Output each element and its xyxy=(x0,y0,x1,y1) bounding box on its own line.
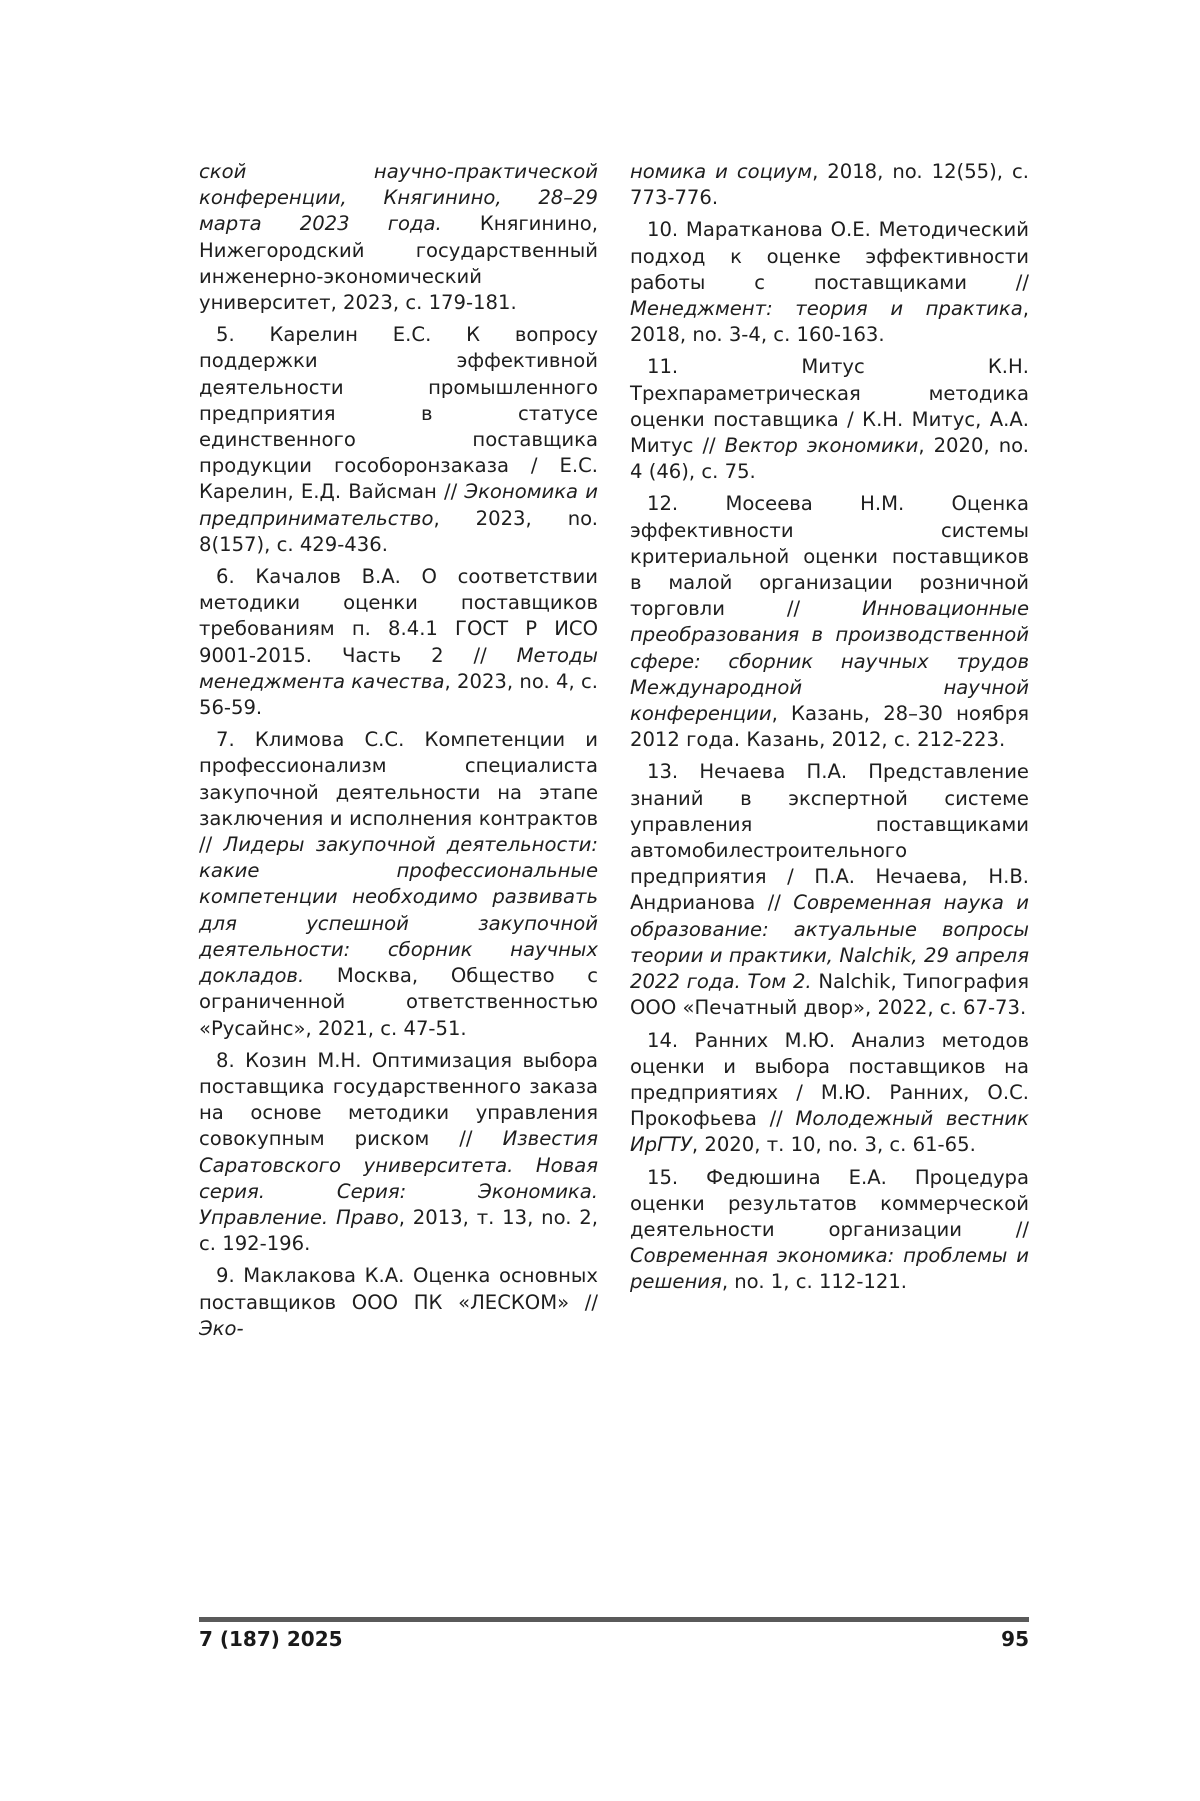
reference-source-title: Современная экономика: проблемы и решения xyxy=(630,1244,1029,1294)
references-left-column xyxy=(199,159,598,1348)
reference-source-title: Инновационные преобразования в производственной сфере: сборник научных трудов Международной научной конференции xyxy=(630,597,1029,726)
reference-text: , 2020, no. 4 (46), с. 75. xyxy=(630,434,1029,484)
reference-item xyxy=(630,1028,1029,1159)
reference-source-title: номика и социум xyxy=(630,160,813,183)
reference-text: 5. Карелин Е.С. К вопросу поддержки эффективной деятельности промышленного предприятия в статусе единственного поставщика продукции гособоронзаказа / Е.С. Карелин, Е.Д. Вайсман // xyxy=(199,323,598,504)
reference-source-title: Экономика и предпринимательство xyxy=(199,480,598,530)
references-right-column xyxy=(630,159,1029,1302)
reference-text: Москва, Общество с ограниченной ответственностью «Русайнс», 2021, с. 47-51. xyxy=(199,964,598,1040)
footer-divider xyxy=(199,1617,1029,1622)
reference-item xyxy=(630,217,1029,348)
reference-item xyxy=(199,322,598,558)
reference-text: , 2018, no. 12(55), с. 773-776. xyxy=(630,160,1029,210)
reference-item xyxy=(199,564,598,721)
reference-source-title: Вектор экономики xyxy=(724,434,919,458)
reference-text: 10. Маратканова О.Е. Методический подход к оценке эффективности работы с поставщиками // xyxy=(630,218,1029,294)
reference-text: , no. 1, с. 112-121. xyxy=(721,1270,908,1294)
reference-source-title: Менеджмент: теория и практика xyxy=(630,297,1023,321)
reference-source-title: Известия Саратовского университета. Новая серия. Серия: Экономика. Управление. Право xyxy=(199,1127,598,1229)
reference-text: 8. Козин М.Н. Оптимизация выбора поставщика государственного заказа на основе методики управления совокупным риском // xyxy=(199,1048,598,1151)
reference-text: 14. Ранних М.Ю. Анализ методов оценки и выбора поставщиков на предприятиях / М.Ю. Ранних, О.С. Прокофьева // xyxy=(630,1028,1029,1131)
reference-text: 13. Нечаева П.А. Представление знаний в экспертной системе управления поставщиками автомобилестроительного предприятия / П.А. Нечаева, Н.В. Андрианова // xyxy=(630,760,1029,915)
reference-text: 12. Мосеева Н.М. Оценка эффективности системы критериальной оценки поставщиков в малой организации розничной торговли // xyxy=(630,492,1029,621)
reference-text: , 2013, т. 13, no. 2, с. 192-196. xyxy=(199,1205,598,1256)
reference-source-title: Эко- xyxy=(199,1316,244,1340)
reference-text: , 2020, т. 10, no. 3, с. 61-65. xyxy=(691,1133,976,1157)
reference-item xyxy=(630,759,1029,1021)
reference-text: , 2023, no. 8(157), с. 429-436. xyxy=(199,506,598,556)
footer-issue-number: 7 (187) 2025 xyxy=(199,1627,343,1651)
reference-item xyxy=(199,727,598,1041)
reference-source-title: ской научно-практической конференции, Княгинино, 28–29 марта 2023 года. xyxy=(199,160,598,236)
reference-text: Nalchik, Типография ООО «Печатный двор», 2022, с. 67-73. xyxy=(630,970,1029,1020)
reference-source-title: Лидеры закупочной деятельности: какие профессиональные компетенции необходимо развивать для успешной закупочной деятельности: сборник научных докладов. xyxy=(199,833,598,988)
reference-text: , 2023, no. 4, с. 56-59. xyxy=(199,669,598,720)
reference-source-title: Методы менеджмента качества xyxy=(199,643,598,693)
reference-source-title: Современная наука и образование: актуальные вопросы теории и практики, Nalchik, 29 апреля 2022 года. Том 2. xyxy=(630,891,1030,994)
reference-text: , Казань, 28–30 ноября 2012 года. Казань, 2012, с. 212-223. xyxy=(630,702,1029,752)
reference-text: 15. Федюшина Е.А. Процедура оценки результатов коммерческой деятельности организации // xyxy=(630,1165,1029,1241)
reference-text: 6. Качалов В.А. О соответствии методики оценки поставщиков требованиям п. 8.4.1 ГОСТ Р ИСО 9001-2015. Часть 2 // xyxy=(199,565,598,667)
reference-item xyxy=(630,354,1029,485)
reference-text: 7. Климова С.С. Компетенции и профессионализм специалиста закупочной деятельности на этапе заключения и исполнения контрактов // xyxy=(199,728,598,857)
reference-item xyxy=(199,1048,598,1258)
reference-item xyxy=(199,1263,598,1342)
reference-item xyxy=(630,1165,1029,1296)
reference-continuation xyxy=(199,159,598,316)
reference-text: 11. Митус К.Н. Трехпараметрическая методика оценки поставщика / К.Н. Митус, А.А. Митус // xyxy=(630,355,1029,458)
reference-continuation xyxy=(630,159,1029,211)
reference-item xyxy=(630,491,1029,753)
reference-text: Княгинино, Нижегородский государственный инженерно-экономический университет, 2023, с. 179-181. xyxy=(199,212,598,315)
footer-page-number: 95 xyxy=(1001,1627,1029,1651)
reference-text: , 2018, no. 3-4, с. 160-163. xyxy=(630,297,1029,347)
reference-text: 9. Маклакова К.А. Оценка основных поставщиков ООО ПК «ЛЕСКОМ» // xyxy=(199,1264,598,1314)
reference-source-title: Молодежный вестник ИрГТУ xyxy=(630,1107,1029,1157)
